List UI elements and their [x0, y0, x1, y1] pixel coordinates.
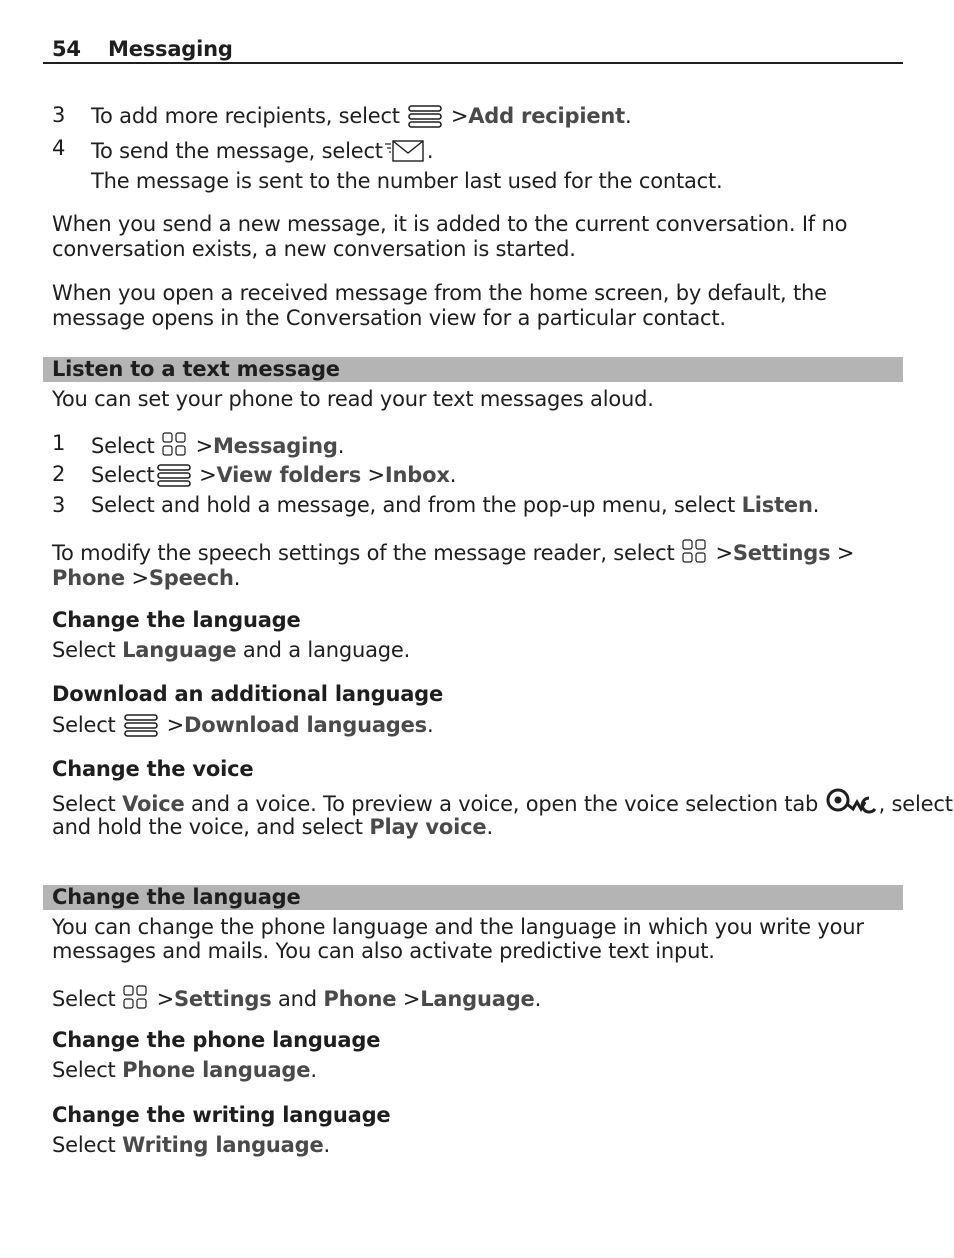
step-send	[91, 136, 433, 164]
section-intro: You can change the phone language and the language in which you write your messages and mails. You can also activate predictive text input.	[52, 915, 864, 963]
para-text: and hold the voice, and select	[52, 815, 363, 839]
step-add-recipient	[91, 103, 631, 129]
punct: .	[812, 493, 820, 517]
settings-label: Settings	[732, 541, 831, 565]
path-separator: >	[156, 987, 174, 1011]
punct: .	[233, 566, 241, 590]
punct: .	[426, 139, 434, 163]
path-separator: >	[199, 463, 217, 487]
menu-grid-icon	[161, 434, 189, 458]
step-listen	[91, 493, 819, 517]
punct: .	[624, 104, 632, 128]
instruction	[52, 1058, 317, 1082]
step-text: To add more recipients, select	[91, 104, 400, 128]
page-number: 54	[52, 37, 81, 61]
instruction	[52, 787, 953, 817]
speech-settings-paragraph	[52, 538, 902, 591]
step-view-folders	[91, 462, 456, 488]
punct: .	[486, 815, 493, 839]
step-number: 3	[52, 493, 66, 517]
path-separator: >	[402, 987, 421, 1011]
play-voice-label: Play voice	[369, 815, 487, 839]
view-folders-label: View folders	[216, 463, 362, 487]
section-heading-band	[43, 357, 903, 382]
para-text: and a language.	[242, 638, 411, 662]
punct: .	[449, 463, 457, 487]
path-separator: >	[131, 566, 149, 590]
para-text: , select	[878, 792, 953, 816]
section-title: Messaging	[108, 37, 233, 61]
options-menu-icon	[155, 463, 193, 487]
path-separator: >	[836, 541, 855, 565]
step-note: The message is sent to the number last used for the contact.	[91, 169, 723, 193]
language-label: Language	[122, 638, 237, 662]
options-menu-icon	[122, 713, 160, 737]
section-intro: You can set your phone to read your text messages aloud.	[52, 387, 654, 411]
section-heading: Listen to a text message	[52, 357, 340, 381]
inbox-label: Inbox	[384, 463, 450, 487]
menu-grid-icon	[681, 541, 709, 565]
para-text: and	[277, 987, 317, 1011]
step-text: Select	[91, 434, 155, 458]
menu-grid-icon	[122, 987, 150, 1011]
para-text: To modify the speech settings of the message reader, select	[52, 541, 675, 565]
section-heading-band	[43, 885, 903, 910]
step-select-messaging	[91, 431, 344, 459]
add-recipient-label: Add recipient	[468, 104, 625, 128]
options-menu-icon	[406, 104, 444, 128]
section-heading: Change the language	[52, 885, 301, 909]
para-text: Select	[52, 713, 116, 737]
subheading: Change the language	[52, 608, 301, 632]
step-number: 2	[52, 462, 66, 486]
path-separator: >	[715, 541, 733, 565]
punct: .	[310, 1058, 317, 1082]
step-number: 3	[52, 103, 66, 127]
subheading: Change the phone language	[52, 1028, 381, 1052]
path-separator: >	[166, 713, 184, 737]
para-text: Select	[52, 1058, 116, 1082]
instruction	[52, 638, 410, 662]
phone-language-label: Phone language	[122, 1058, 311, 1082]
para-text: and a voice. To preview a voice, open the voice selection tab	[190, 792, 819, 816]
punct: .	[337, 434, 345, 458]
header-rule	[43, 62, 903, 64]
settings-label: Settings	[173, 987, 272, 1011]
phone-label: Phone	[323, 987, 397, 1011]
para-text: Select	[52, 987, 116, 1011]
punct: .	[426, 713, 434, 737]
language-label: Language	[420, 987, 535, 1011]
phone-label: Phone	[52, 566, 125, 590]
instruction	[52, 815, 493, 839]
voice-tab-icon	[825, 792, 879, 816]
voice-label: Voice	[122, 792, 185, 816]
path-separator: >	[367, 463, 385, 487]
para-text: Select	[52, 792, 116, 816]
step-text: Select	[91, 463, 155, 487]
subheading: Change the writing language	[52, 1103, 391, 1127]
writing-language-label: Writing language	[122, 1133, 324, 1157]
punct: .	[323, 1133, 330, 1157]
para-text: Select	[52, 1133, 116, 1157]
path-separator: >	[450, 104, 469, 128]
step-number: 4	[52, 136, 66, 160]
messaging-label: Messaging	[212, 434, 338, 458]
subheading: Change the voice	[52, 757, 254, 781]
listen-label: Listen	[741, 493, 813, 517]
download-languages-label: Download languages	[183, 713, 427, 737]
paragraph: When you open a received message from the home screen, by default, the message opens in the Conversation view for a particular contact.	[52, 281, 827, 330]
instruction	[52, 1133, 330, 1157]
send-envelope-icon	[383, 139, 427, 163]
instruction	[52, 712, 433, 738]
instruction	[52, 984, 541, 1012]
para-text: Select	[52, 638, 116, 662]
subheading: Download an additional language	[52, 682, 444, 706]
step-text: Select and hold a message, and from the pop-up menu, select	[91, 493, 736, 517]
punct: .	[534, 987, 542, 1011]
step-text: To send the message, select	[91, 139, 383, 163]
speech-label: Speech	[148, 566, 234, 590]
path-separator: >	[195, 434, 213, 458]
step-number: 1	[52, 431, 66, 455]
paragraph: When you send a new message, it is added to the current conversation. If no conversation exists, a new conversation is started.	[52, 212, 848, 261]
